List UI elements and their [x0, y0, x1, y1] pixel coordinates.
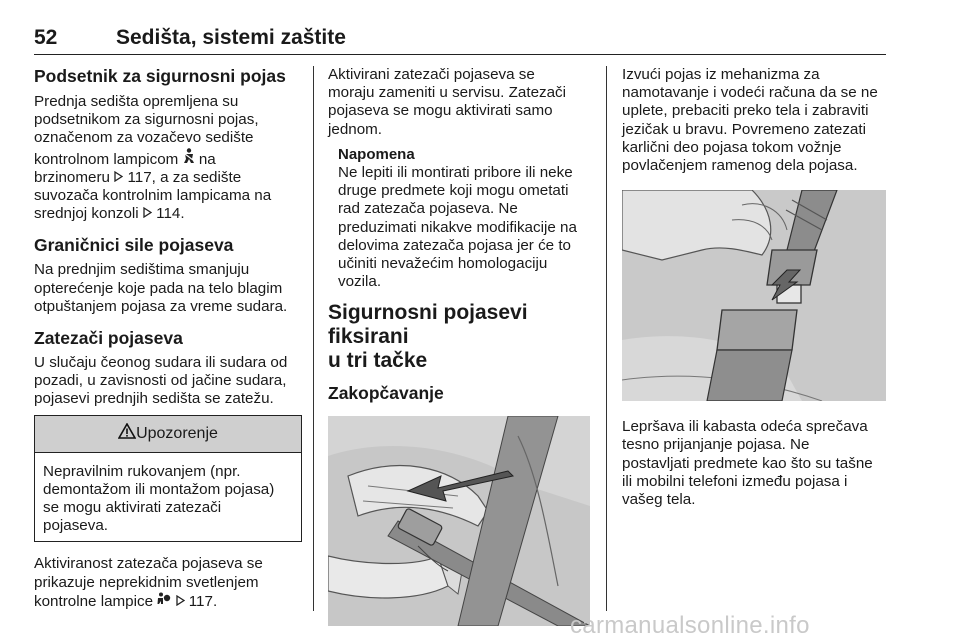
warning-box — [34, 415, 302, 543]
column-1 — [34, 66, 302, 611]
warning-header — [35, 416, 301, 453]
buckle-illustration — [622, 190, 886, 401]
page-reference-triangle-icon — [114, 169, 123, 187]
watermark: carmanualsonline.info — [570, 612, 810, 639]
limiters-paragraph: Na prednjim sedištima smanjuju opterećenje koje pada na telo blagim otpuštanjem pojasa za vreme sudara. — [34, 261, 288, 315]
clothing-paragraph: Lepršava ili kabasta odeća sprečava tesno prijanjanje pojasa. Ne postavljati predmete kao što su tašne ili mobilni telefoni između pojasa i vašeg tela. — [622, 418, 873, 509]
warning-title: Upozorenje — [136, 424, 218, 442]
pull-belt-paragraph: Izvući pojas iz mehanizma za namotavanje i vodeći računa da se ne uplete, prebaciti preko tela i zabraviti jezičak u bravu. Povremeno zatezati karlični deo pojasa tokom vožnje povlačenjem ramenog dela pojasa. — [622, 66, 878, 175]
heading-pretensioners: Zatezači pojaseva — [34, 328, 183, 349]
column-3 — [622, 66, 890, 509]
column-2 — [328, 66, 591, 626]
airbag-warning-icon — [157, 592, 171, 611]
activation-paragraph: Aktiviranost zatezača pojaseva se prikazuje neprekidnim svetlenjem kontrolne lampice 117. — [34, 555, 263, 610]
page-header — [34, 26, 886, 55]
heading-fastening: Zakopčavanje — [328, 383, 444, 404]
warning-triangle-icon — [118, 423, 136, 444]
page-reference-triangle-icon — [143, 205, 152, 223]
column-divider-2 — [606, 66, 607, 611]
column-divider-1 — [313, 66, 314, 611]
page-reference-triangle-icon — [176, 593, 185, 611]
replacement-paragraph: Aktivirani zatezači pojaseva se moraju zameniti u servisu. Zatezači pojaseva se mogu aktivirati samo jednom. — [328, 66, 567, 138]
tensioners-paragraph: U slučaju čeonog sudara ili sudara od pozadi, u zavisnosti od jačine sudara, pojasevi prednjih sedišta se zatežu. — [34, 354, 288, 408]
heading-force-limiters: Graničnici sile pojaseva — [34, 235, 234, 256]
seatbelt-person-icon — [183, 148, 195, 169]
warning-body: Nepravilnim rukovanjem (npr. demontažom ili montažom pojasa) se mogu aktivirati zatezači pojaseva. — [43, 462, 275, 535]
fastening-illustration — [328, 416, 590, 626]
heading-three-point-belts: Sigurnosni pojasevi fiksirani u tri tačke — [328, 301, 528, 373]
page-number: 52 — [34, 26, 58, 49]
reminder-paragraph: Prednja sedišta opremljena su podsetnikom za sigurnosni pojas, označenom za vozačevo sedište kontrolnom lampicom na brzinomeru 117, a za sedište suvozača kontrolnim lampicama na srednjoj konzoli 114. — [34, 93, 272, 223]
heading-seatbelt-reminder: Podsetnik za sigurnosni pojas — [34, 66, 286, 86]
note-block: Napomena Ne lepiti ili montirati pribore ili neke druge predmete koji mogu ometati rad zatezača pojaseva. Ne preduzimati nikakve modifikacije na delovima zatezača pojasa jer će to učiniti nevažećim homologaciju vozila. — [338, 145, 577, 291]
page-title: Sedišta, sistemi zaštite — [116, 26, 346, 49]
note-title: Napomena — [338, 145, 415, 163]
